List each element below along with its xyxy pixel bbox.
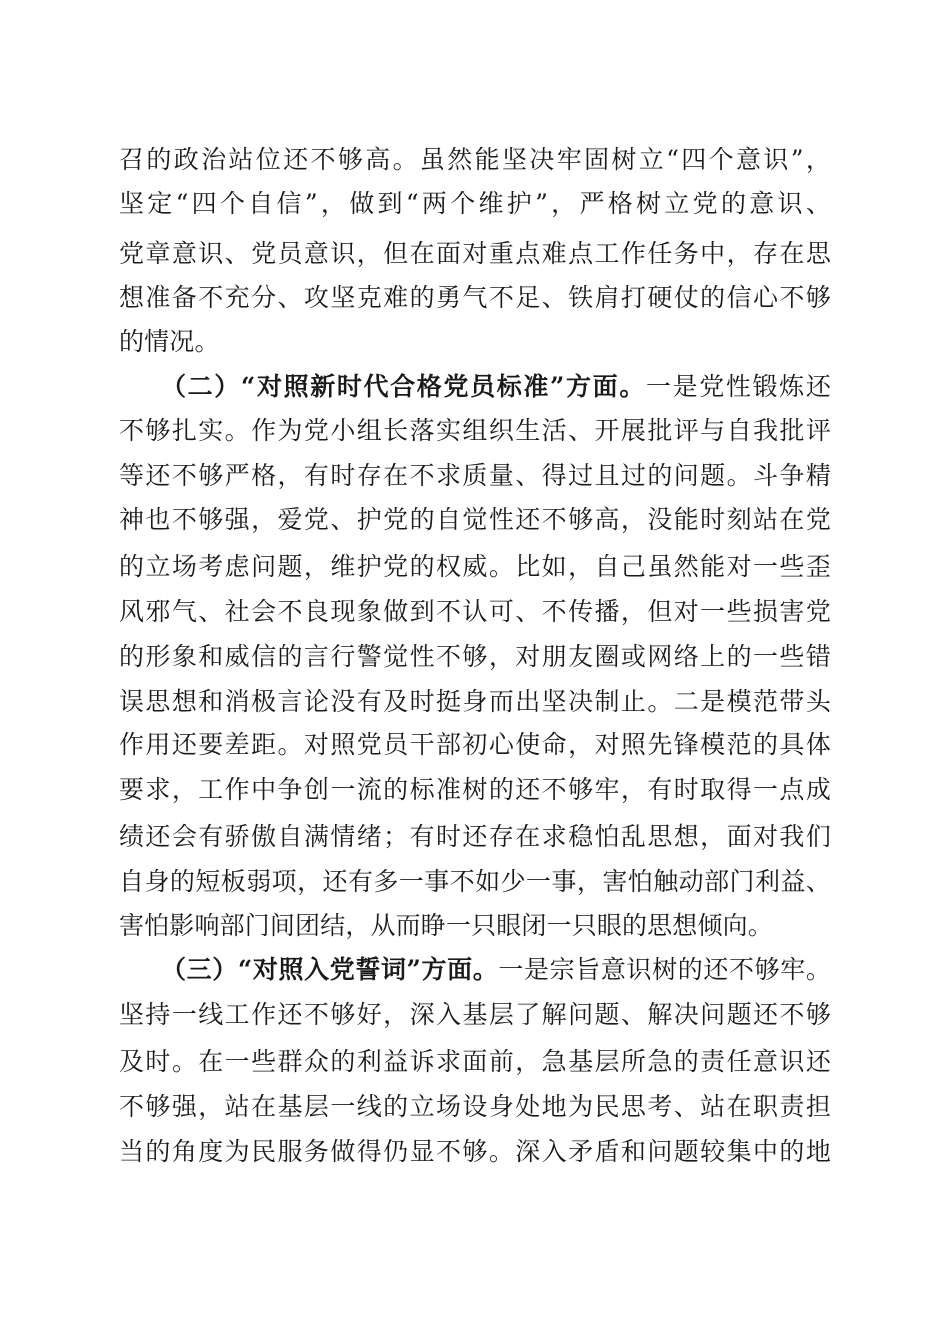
section-3-heading: （三）“对照入党誓词”方面。	[161, 955, 499, 984]
section-3-heading-line: （三）“对照入党誓词”方面。一是宗旨意识树的还不够牢。	[161, 955, 831, 984]
text-line: 的形象和威信的言行警觉性不够，对朋友圈或网络上的一些错	[119, 642, 831, 671]
text-line: 召的政治站位还不够高。虽然能坚决牢固树立“四个意识”，	[119, 145, 831, 174]
text-line: 要求，工作中争创一流的标准树的还不够牢，有时取得一点成	[119, 775, 831, 804]
text-line: 的情况。	[119, 327, 220, 356]
section-2-heading: （二）“对照新时代合格党员标准”方面。	[161, 372, 646, 401]
text-line: 绩还会有骄傲自满情绪；有时还存在求稳怕乱思想，面对我们	[119, 822, 831, 851]
text-line: 作用还要差距。对照党员干部初心使命，对照先锋模范的具体	[119, 730, 831, 759]
text-line: 不够扎实。作为党小组长落实组织生活、开展批评与自我批评	[119, 416, 831, 445]
text-line: 坚定“四个自信”，做到“两个维护”，严格树立党的意识、	[119, 189, 831, 218]
text-line: 当的角度为民服务做得仍显不够。深入矛盾和问题较集中的地	[119, 1137, 831, 1166]
text-line: 风邪气、社会不良现象做到不认可、不传播，但对一些损害党	[119, 597, 831, 626]
text-line: 误思想和消极言论没有及时挺身而出坚决制止。二是模范带头	[119, 687, 831, 716]
text-line: 自身的短板弱项，还有多一事不如少一事，害怕触动部门利益、	[119, 867, 831, 896]
text-line: 害怕影响部门间团结，从而睁一只眼闭一只眼的思想倾向。	[119, 911, 773, 940]
text-line: 党章意识、党员意识，但在面对重点难点工作任务中，存在思	[119, 239, 831, 268]
text-line: 及时。在一些群众的利益诉求面前，急基层所急的责任意识还	[119, 1047, 831, 1076]
text-line: 想准备不充分、攻坚克难的勇气不足、铁肩打硬仗的信心不够	[119, 283, 831, 312]
text-line: 不够强，站在基层一线的立场设身处地为民思考、站在职责担	[119, 1092, 831, 1121]
text-line: 神也不够强，爱党、护党的自觉性还不够高，没能时刻站在党	[119, 505, 831, 534]
text-line: 坚持一线工作还不够好，深入基层了解问题、解决问题还不够	[119, 1000, 831, 1029]
text-line: 等还不够严格，有时存在不求质量、得过且过的问题。斗争精	[119, 461, 831, 490]
section-2-heading-line: （二）“对照新时代合格党员标准”方面。一是党性锻炼还	[161, 372, 831, 401]
text-line: 的立场考虑问题，维护党的权威。比如，自己虽然能对一些歪	[119, 552, 831, 581]
